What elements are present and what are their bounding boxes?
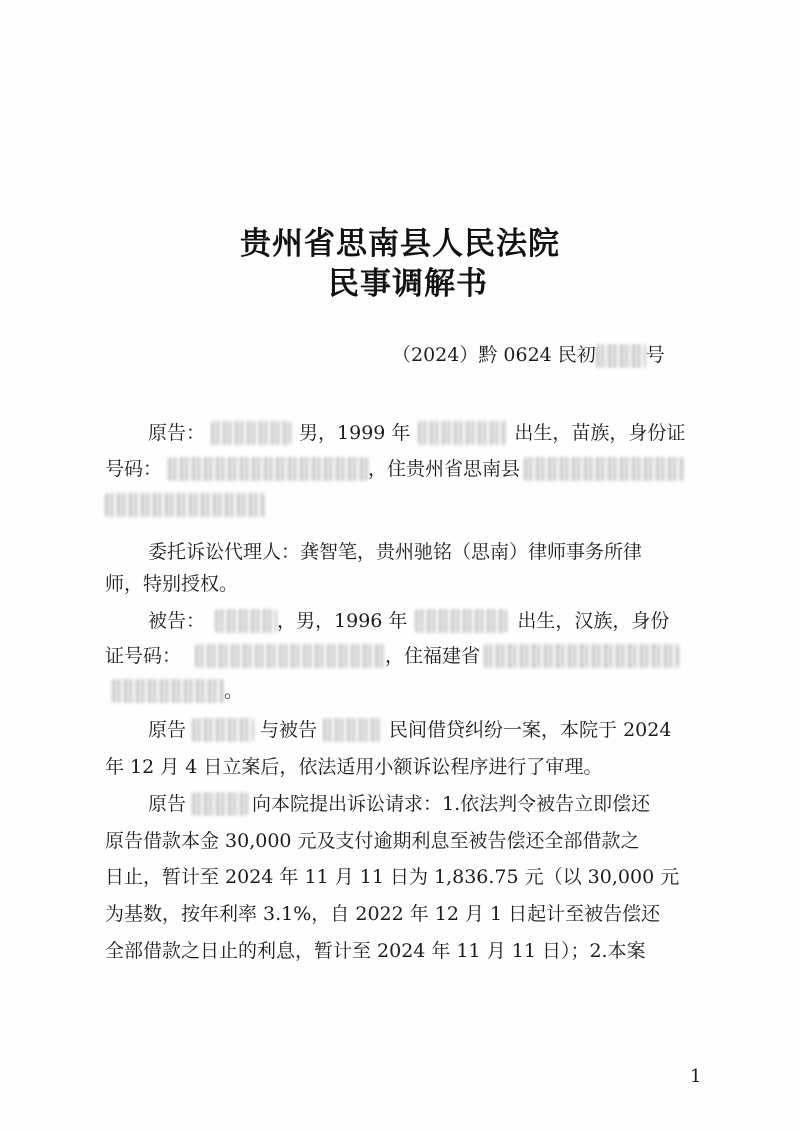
redacted-plaintiff-name-2 — [192, 718, 254, 742]
case-intro-line-2: 年 12 月 4 日立案后，依法适用小额诉讼程序进行了审理。 — [105, 756, 603, 778]
plaintiff-residence: ，住贵州省思南县 — [368, 458, 521, 480]
redacted-defendant-address — [484, 644, 679, 668]
redacted-plaintiff-id-number — [168, 457, 368, 481]
plaintiff-birth-ethnicity: 出生，苗族，身份证 — [514, 422, 686, 444]
case-intro-line-1 — [148, 715, 671, 745]
defendant-residence: ，住福建省 — [385, 645, 481, 667]
defendant-label: 被告： — [148, 610, 206, 632]
plaintiff-line-1 — [148, 418, 685, 448]
redacted-defendant-id-number — [195, 644, 385, 668]
defendant-line-1 — [148, 606, 669, 636]
redacted-plaintiff-name — [211, 421, 291, 445]
agent-line-1: 委托诉讼代理人：龚智笔，贵州驰铭（思南）律师事务所律 — [148, 541, 643, 563]
court-name-heading: 贵州省思南县人民法院 — [240, 226, 560, 262]
case-intro-part1: 原告 — [148, 719, 187, 741]
plaintiff-line-3 — [105, 490, 265, 520]
claims-line-2: 原告借款本金 30,000 元及支付逾期利息至被告偿还全部借款之 — [105, 830, 640, 852]
claims-part1: 原告 — [148, 793, 187, 815]
case-number — [392, 340, 665, 368]
defendant-birth-ethnicity: 出生，汉族，身份 — [517, 610, 670, 632]
defendant-details: ，男，1996 年 — [277, 610, 408, 632]
claims-part2: 向本院提出诉讼请求：1.依法判令被告立即偿还 — [252, 793, 651, 815]
redacted-defendant-address-cont — [112, 679, 224, 703]
case-intro-part2: 与被告 — [260, 719, 318, 741]
claims-line-5: 全部借款之日止的利息，暂计至 2024 年 11 月 11 日）；2.本案 — [105, 940, 646, 962]
document-type-heading: 民事调解书 — [328, 266, 488, 302]
claims-line-4: 为基数，按年利率 3.1%，自 2022 年 12 月 1 日起计至被告偿还 — [105, 903, 661, 925]
case-number-suffix: 号 — [645, 344, 665, 366]
claims-line-1 — [148, 789, 650, 819]
redacted-defendant-name — [215, 609, 277, 633]
defendant-end: 。 — [224, 680, 244, 702]
redacted-defendant-birthdate — [415, 609, 507, 633]
claims-line-3: 日止，暂计至 2024 年 11 月 11 日为 1,836.75 元（以 30,000 元 — [105, 866, 680, 888]
plaintiff-line-2 — [105, 454, 684, 484]
case-intro-part3: 民间借贷纠纷一案，本院于 2024 — [389, 719, 672, 741]
case-number-prefix: （2024）黔 0624 民初 — [392, 344, 596, 366]
defendant-line-3 — [112, 676, 243, 706]
agent-line-2: 师，特别授权。 — [105, 573, 239, 595]
redacted-plaintiff-address — [524, 457, 684, 481]
redacted-plaintiff-name-3 — [192, 792, 248, 816]
defendant-line-2 — [105, 641, 679, 671]
page-number: 1 — [690, 1066, 702, 1087]
plaintiff-label: 原告： — [148, 422, 206, 444]
redacted-plaintiff-address-cont — [105, 493, 265, 517]
redacted-defendant-name-2 — [323, 718, 383, 742]
redacted-case-sequence — [596, 344, 646, 368]
redacted-plaintiff-birthdate — [418, 421, 506, 445]
defendant-id-label: 证号码： — [105, 645, 182, 667]
plaintiff-details: 男，1999 年 — [299, 422, 411, 444]
plaintiff-id-label: 号码： — [105, 458, 163, 480]
